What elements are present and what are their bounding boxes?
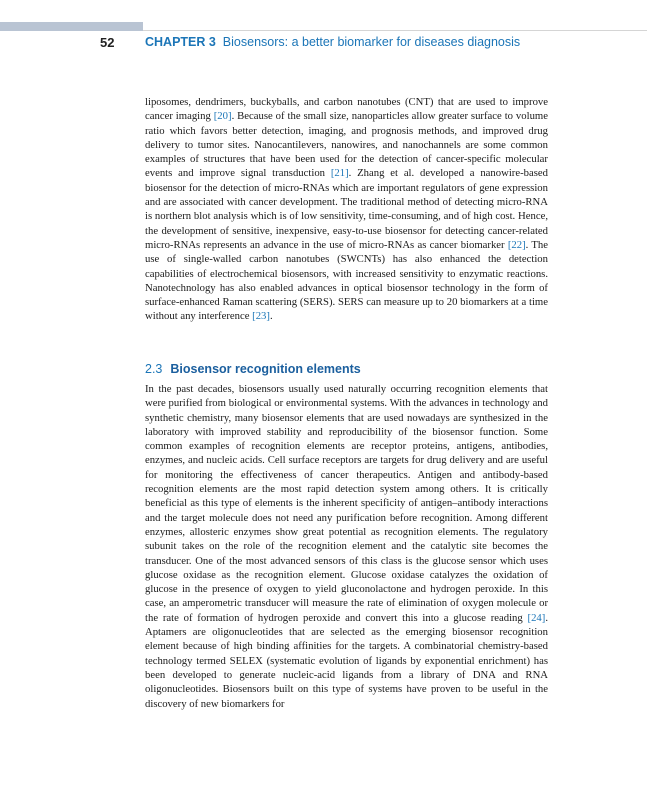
chapter-title: Biosensors: a better biomarker for diseases diagnosis [222, 35, 521, 49]
header-rule [143, 30, 647, 31]
text-run: . Zhang et al. developed a nanowire-based biosensor for the detection of micro-RNAs which are important regulators of gene expression and are associated with cancer development. The traditional method of detecting micro-RNA is northern blot analysis which is of low sensitivity, time-consuming, and of high cost. Hence, the development of sensitive, inexpensive, easy-to-use biosensor for detecting cancer-related micro-RNAs represents an advance in the use of micro-RNAs as cancer biomarker [145, 167, 548, 251]
page-number: 52 [100, 35, 115, 50]
section-number: 2.3 [145, 362, 163, 376]
text-run: . Aptamers are oligonucleotides that are selected as the emerging biosensor recognition element because of high binding affinities for the targets. A combinatorial chemistry-based technology termed SELEX (systematic evolution of ligands by exponential enrichment) has been developed to generate nucleic-acid ligands from a library of DNA and RNA oligonucleotides. Biosensors built on this type of systems have proven to be useful in the discovery of new biomarkers for [145, 611, 548, 710]
citation-link-22[interactable]: [22] [507, 238, 526, 251]
text-run: liposomes, dendrimers, buckyballs, and carbon nanotubes (CNT) that are used to improve cancer imaging [145, 96, 548, 123]
paragraph-text [145, 382, 548, 711]
text-run: . [269, 310, 273, 323]
citation-link-23[interactable]: [23] [252, 310, 270, 323]
section-title: Biosensor recognition elements [170, 362, 361, 376]
body-paragraph-2 [145, 382, 548, 711]
section-heading [145, 362, 361, 376]
running-head [145, 35, 520, 49]
text-run: . The use of single-walled carbon nanotubes (SWCNTs) has also enhanced the detection capabilities of electrochemical biosensors, with increased sensitivity to enzymatic reactions. Nanotechnology has also enabled advances in optical biosensor technology in the form of surface-enhanced Raman scattering (SERS). SERS can measure up to 20 biomarkers at a time without any interference [145, 238, 548, 323]
text-run: In the past decades, biosensors usually used naturally occurring recognition elements that were purified from biological or environmental systems. With the advances in technology and synthetic chemistry, many biosensor elements that are used nowadays are synthesized in the laboratory with improved stability and reproducibility of the biosensor function. Some common examples of recognition elements are receptor proteins, antigens, antibodies, enzymes, and nucleic acids. Cell surface receptors are targets for drug delivery and are useful for monitoring the effectiveness of cancer therapeutics. Antigen and antibody-based recognition elements are the most rapid detection system among others. It is critically beneficial as this type of elements is the inherent specificity of antigen–antibody interactions and the target molecule does not need any purification before recognition. Among different enzymes, allosteric enzymes show great potential as recognition elements. The regulatory subunit takes on the role of the recognition element and the catalytic site becomes the transducer. One of the most advanced sensors of this class is the glucose sensor which uses glucose oxidase as the recognition element. Glucose oxidase catalyzes the oxidation of glucose in the presence of oxygen to yield gluconolactone and hydrogen peroxide. In this case, an amperometric transducer will measure the rate of elimination of oxygen molecule or the rate of formation of hydrogen peroxide and convert this into a glucose reading [145, 383, 548, 624]
citation-link-21[interactable]: [21] [330, 167, 349, 180]
chapter-label: CHAPTER 3 [145, 35, 216, 49]
paragraph-text [145, 95, 548, 324]
header-accent-bar [0, 22, 143, 31]
citation-link-20[interactable]: [20] [213, 110, 232, 123]
text-run: . Because of the small size, nanoparticles allow greater surface to volume ratio which favors better detection, imaging, and prognosis methods, and improved drug delivery to tumor sites. Nanocantilevers, nanowires, and nanochannels are some common examples of structures that have been used for the detection of cancer-specific molecular events and improve signal transduction [145, 110, 548, 180]
citation-link-24[interactable]: [24] [527, 611, 546, 624]
body-paragraph-1 [145, 95, 548, 324]
